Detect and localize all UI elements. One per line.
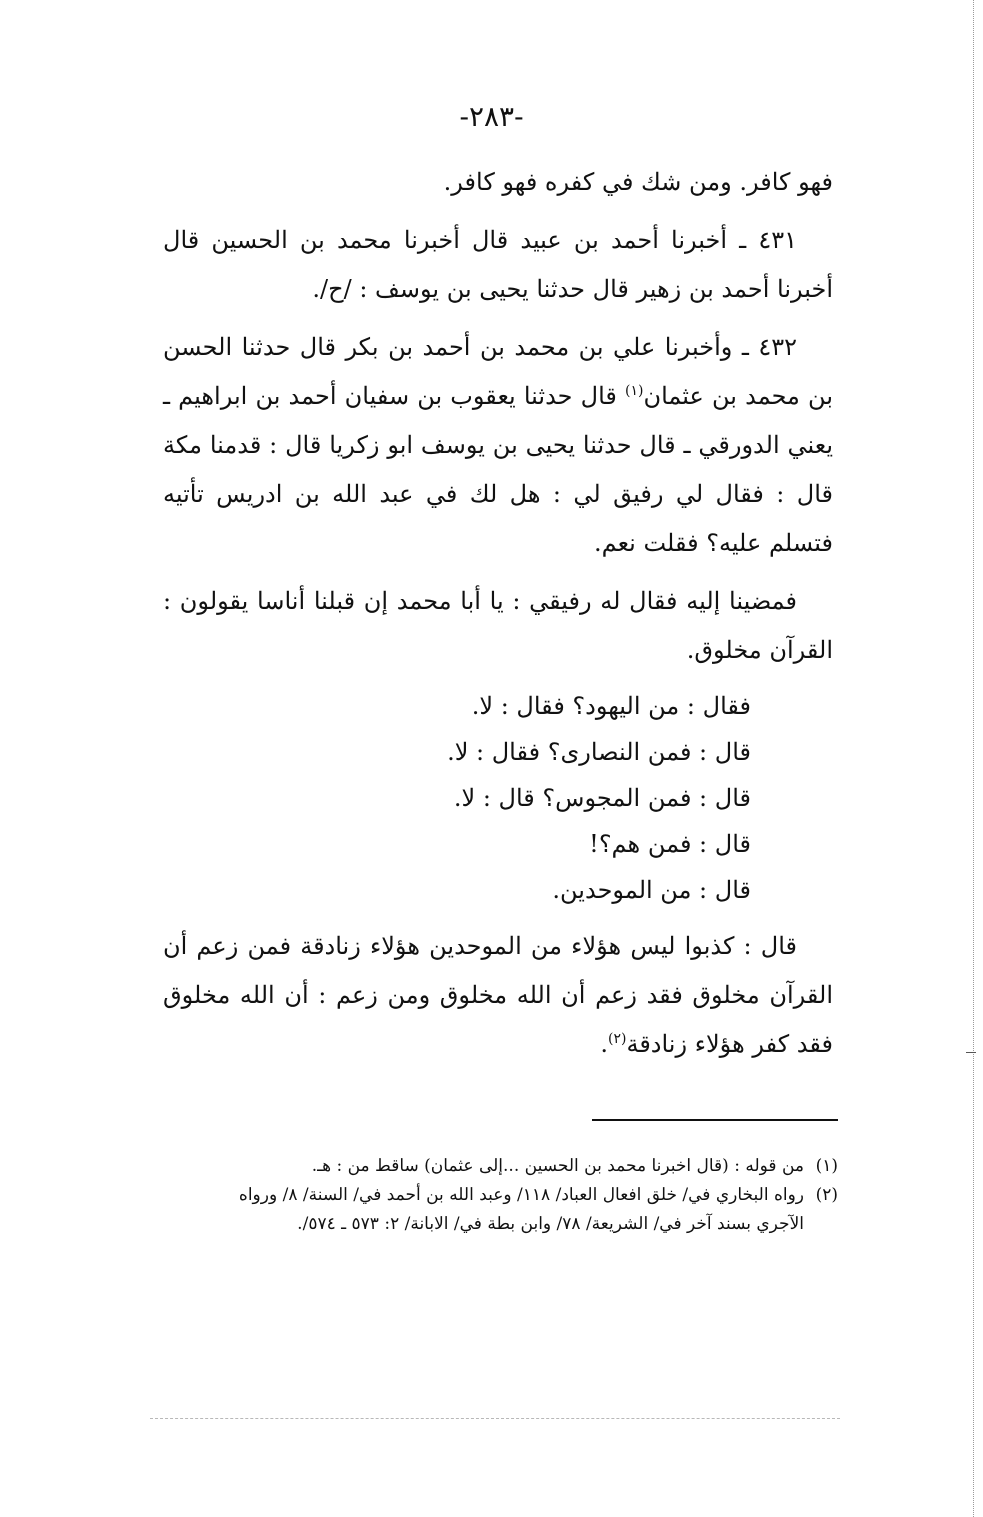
- footnote-text: رواه البخاري في/ خلق افعال العباد/ ١١٨/ وعبد الله بن أحمد في/ السنة/ ٨/ ورواه الآجري بسند آخر في/ الشريعة/ ٧٨/ وابن بطة في/ الابانة/ ٢: ٥٧٣ ـ ٥٧٤/.: [238, 1185, 804, 1234]
- page-bottom-dashed-line: [150, 1418, 840, 1419]
- page-edge-tick-mark: [966, 1052, 976, 1053]
- paragraph-opening: فهو كافر. ومن شك في كفره فهو كافر.: [443, 168, 833, 196]
- footnote-separator: [592, 1119, 838, 1121]
- footnote-ref-1[interactable]: (١): [625, 383, 644, 399]
- dialogue-line: قال : فمن المجوس؟ قال : لا.: [453, 784, 751, 812]
- footnote-number: (٢): [815, 1185, 838, 1205]
- footnotes: [188, 1152, 838, 1239]
- closing-end: .: [600, 1030, 608, 1058]
- footnote-number: (١): [815, 1156, 838, 1176]
- paragraph-hadith-432: [163, 323, 833, 568]
- paragraph-hadith-431: ٤٣١ ـ أخبرنا أحمد بن عبيد قال أخبرنا محمد بن الحسين قال أخبرنا أحمد بن زهير قال حدثنا يحيى بن يوسف : /ح/.: [163, 226, 833, 303]
- footnote-ref-2[interactable]: (٢): [607, 1031, 627, 1047]
- main-text: [163, 158, 833, 1069]
- page-edge-dotted-line: [973, 0, 974, 1517]
- paragraph-closing: [163, 922, 833, 1069]
- footnote-text: من قوله : (قال اخبرنا محمد بن الحسين ...إلى عثمان) ساقط من : هـ.: [311, 1156, 804, 1176]
- paragraph-narration: فمضينا إليه فقال له رفيقي : يا أبا محمد إن قبلنا أناسا يقولون : القرآن مخلوق.: [163, 587, 833, 664]
- dialogue-line: قال : فمن النصارى؟ فقال : لا.: [447, 738, 751, 766]
- footnote-1: [188, 1152, 838, 1181]
- hadith-432-rest: قال حدثنا يعقوب بن سفيان أحمد بن ابراهيم ـ يعني الدورقي ـ قال حدثنا يحيى بن يوسف ابو زكريا قال : قدمنا مكة قال : فقال لي رفيق لي : هل لك في عبد الله بن ادريس تأتيه فتسلم عليه؟ فقلت نعم.: [163, 382, 833, 557]
- footnote-2: [188, 1181, 838, 1239]
- dialogue-line: قال : فمن هم؟!: [589, 830, 751, 858]
- dialogue-block: [163, 683, 833, 913]
- dialogue-line: فقال : من اليهود؟ فقال : لا.: [471, 692, 751, 720]
- page-number: -٢٨٣-: [459, 100, 524, 133]
- dialogue-line: قال : من الموحدين.: [552, 876, 751, 904]
- closing-text: قال : كذبوا ليس هؤلاء من الموحدين هؤلاء زنادقة فمن زعم أن القرآن مخلوق فقد زعم أن الله مخلوق ومن زعم : أن الله مخلوق فقد كفر هؤلاء زنادقة: [163, 932, 833, 1058]
- hadith-432-start: ٤٣٢ ـ وأخبرنا علي بن محمد بن أحمد بن بكر قال حدثنا الحسن بن محمد بن عثمان: [163, 333, 833, 410]
